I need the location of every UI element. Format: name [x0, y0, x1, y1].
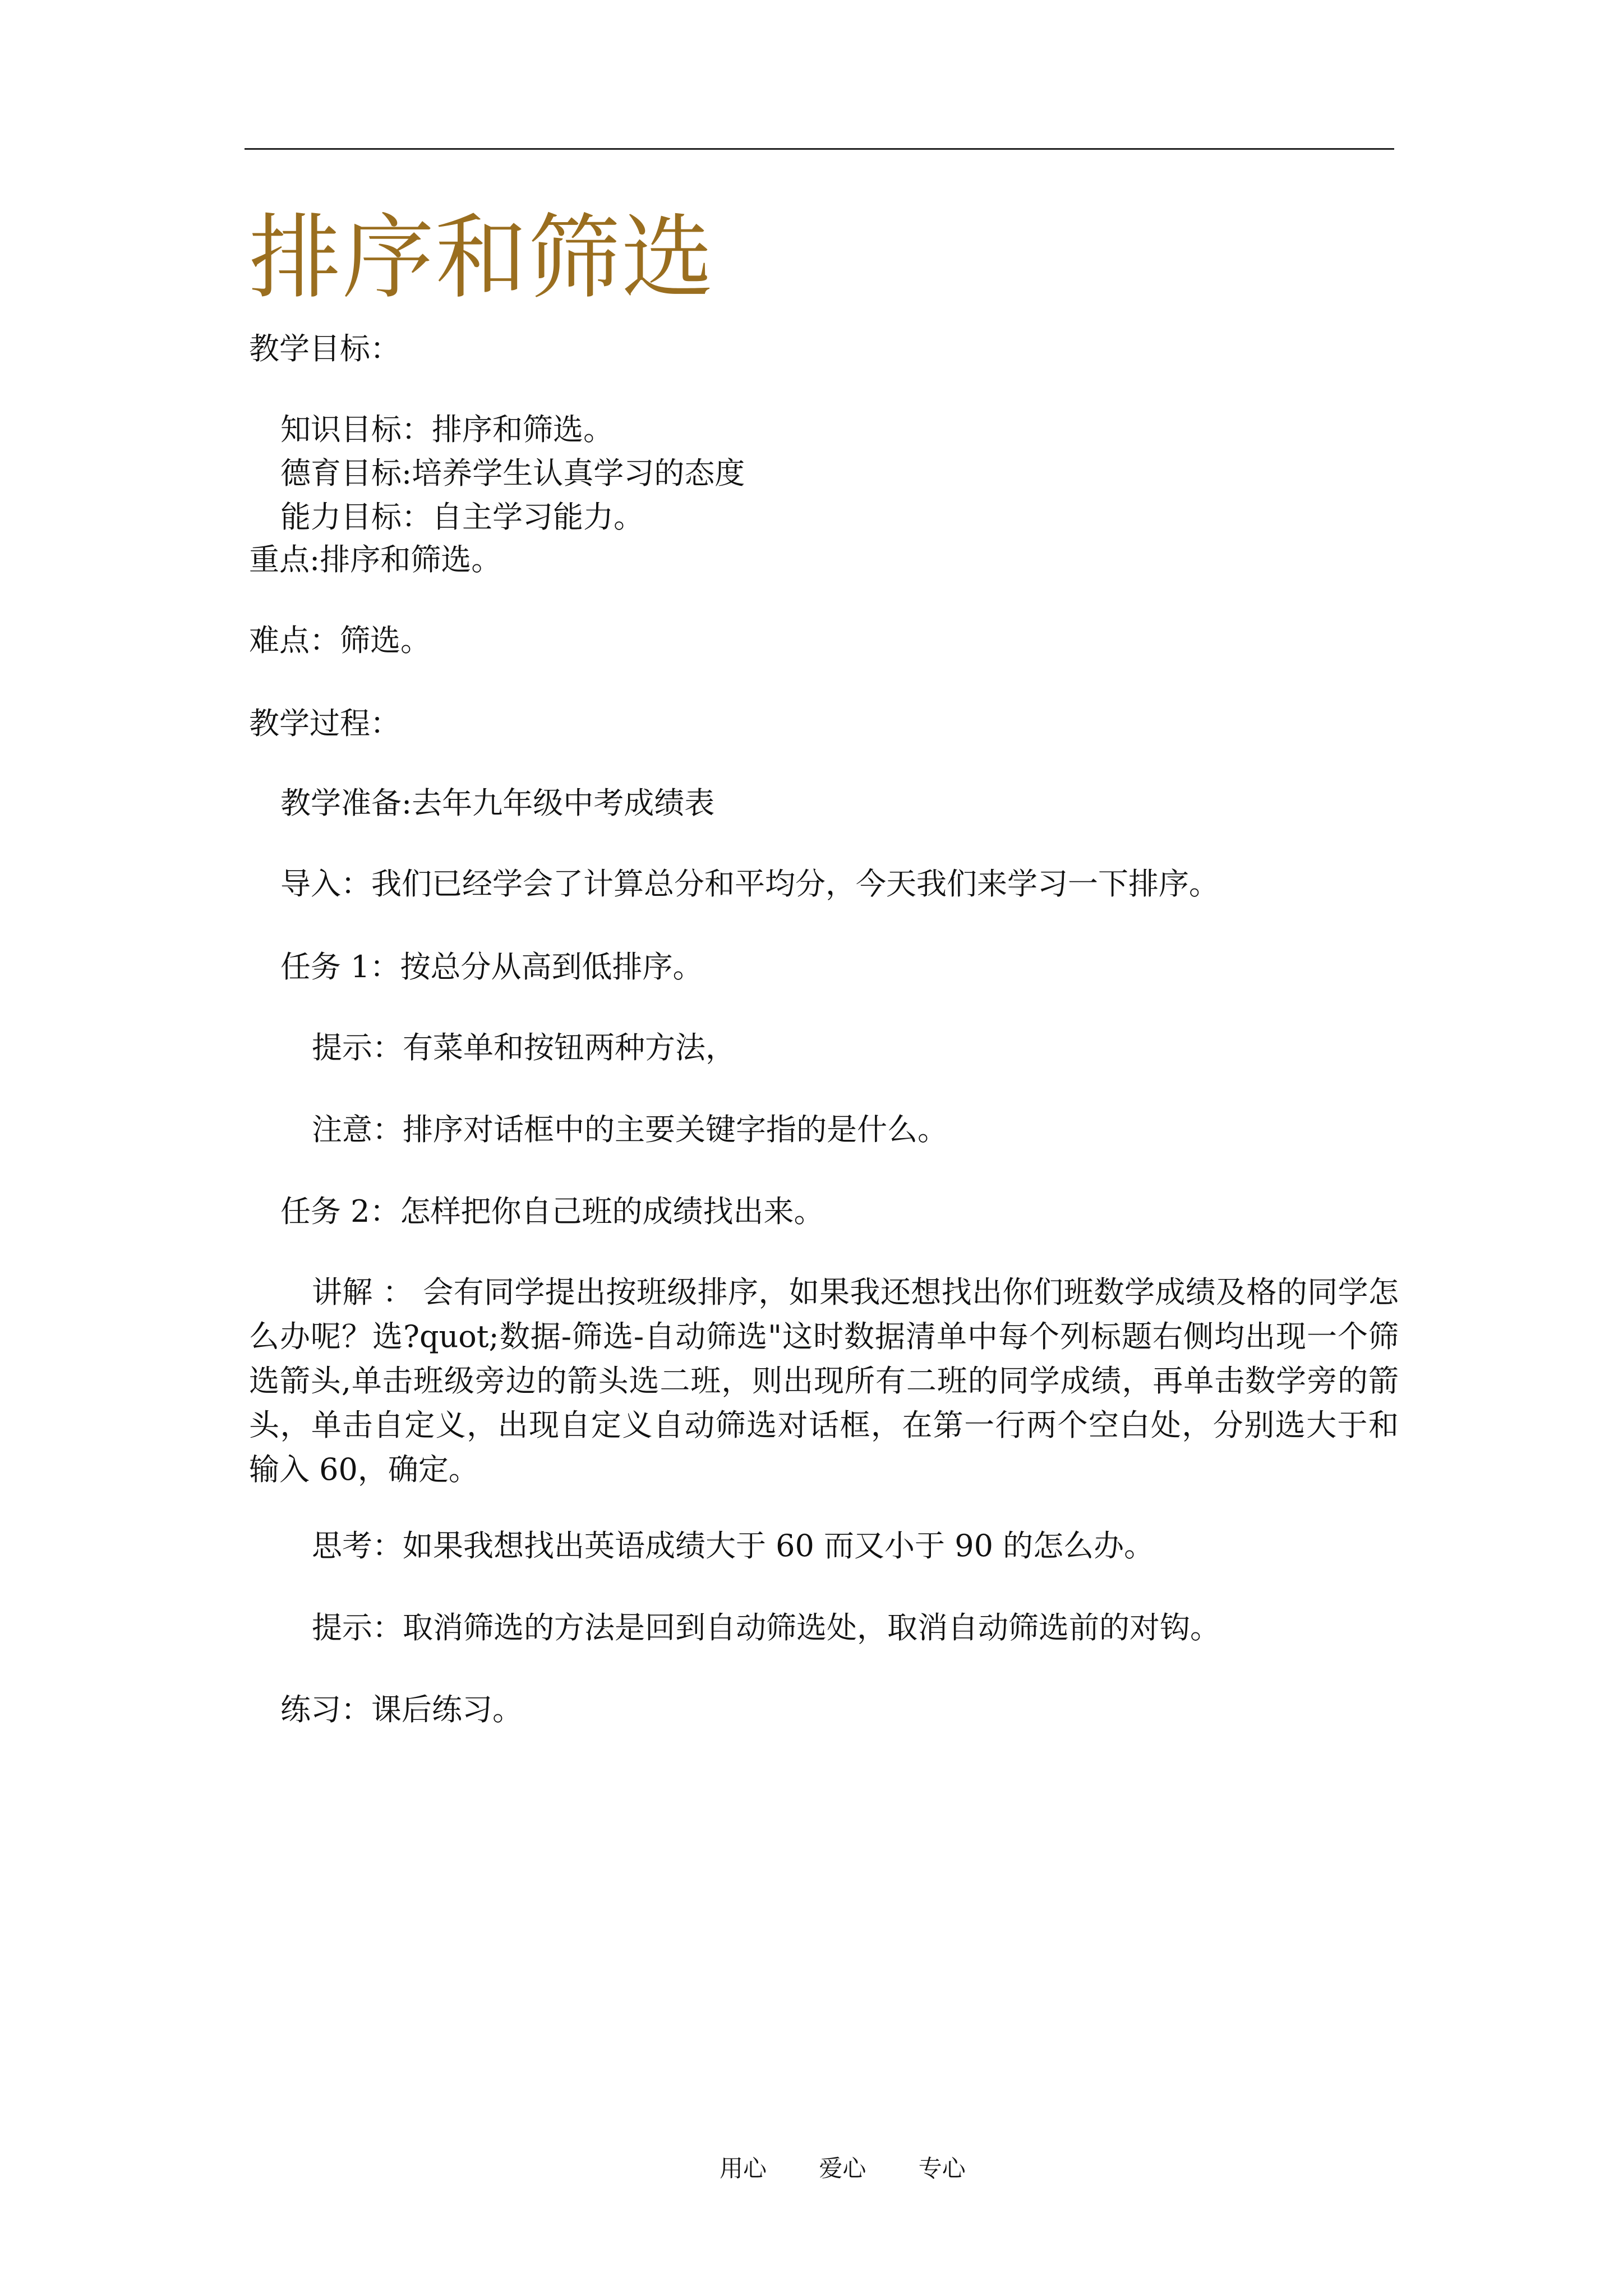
- difficulty: 难点：筛选。: [249, 623, 431, 658]
- footer-item-love: 爱心: [819, 2155, 866, 2182]
- thinking: 思考：如果我想找出英语成绩大于 60 而又小于 90 的怎么办。: [312, 1528, 1155, 1563]
- page-footer: [720, 2152, 994, 2185]
- goals-heading: 教学目标：: [249, 331, 400, 366]
- task-2: 任务 2：怎样把你自己班的成绩找出来。: [280, 1194, 824, 1229]
- note: 注意：排序对话框中的主要关键字指的是什么。: [312, 1112, 948, 1147]
- document-title: 排序和筛选: [249, 204, 715, 311]
- knowledge-goal: 知识目标：排序和筛选。: [280, 412, 614, 447]
- key-point: 重点:排序和筛选。: [249, 542, 502, 577]
- explanation-paragraph: 讲解 ： 会有同学提出按班级排序，如果我还想找出你们班数学成绩及格的同学怎么办呢？选?quot;数据-筛选-自动筛选"这时数据清单中每个列标题右侧均出现一个筛选箭头,单击班级旁边的箭头选二班，则出现所有二班的同学成绩，再单击数学旁的箭头，单击自定义，出现自定义自动筛选对话框，在第一行两个空白处，分别选大于和输入 60，确定。: [249, 1274, 1399, 1487]
- ability-goal: 能力目标：自主学习能力。: [280, 499, 644, 535]
- footer-item-heart: 用心: [720, 2155, 767, 2182]
- preparation: 教学准备:去年九年级中考成绩表: [280, 785, 715, 821]
- exercise: 练习：课后练习。: [280, 1692, 523, 1727]
- process-heading: 教学过程：: [249, 706, 400, 741]
- task-1: 任务 1：按总分从高到低排序。: [280, 949, 703, 984]
- intro: 导入：我们已经学会了计算总分和平均分，今天我们来学习一下排序。: [280, 866, 1219, 901]
- hint-1: 提示：有菜单和按钮两种方法，: [312, 1030, 736, 1065]
- hint-2: 提示：取消筛选的方法是回到自动筛选处，取消自动筛选前的对钩。: [312, 1610, 1220, 1645]
- footer-item-focus: 专心: [918, 2155, 966, 2182]
- header-rule: [245, 148, 1394, 150]
- moral-goal: 德育目标:培养学生认真学习的态度: [280, 455, 745, 491]
